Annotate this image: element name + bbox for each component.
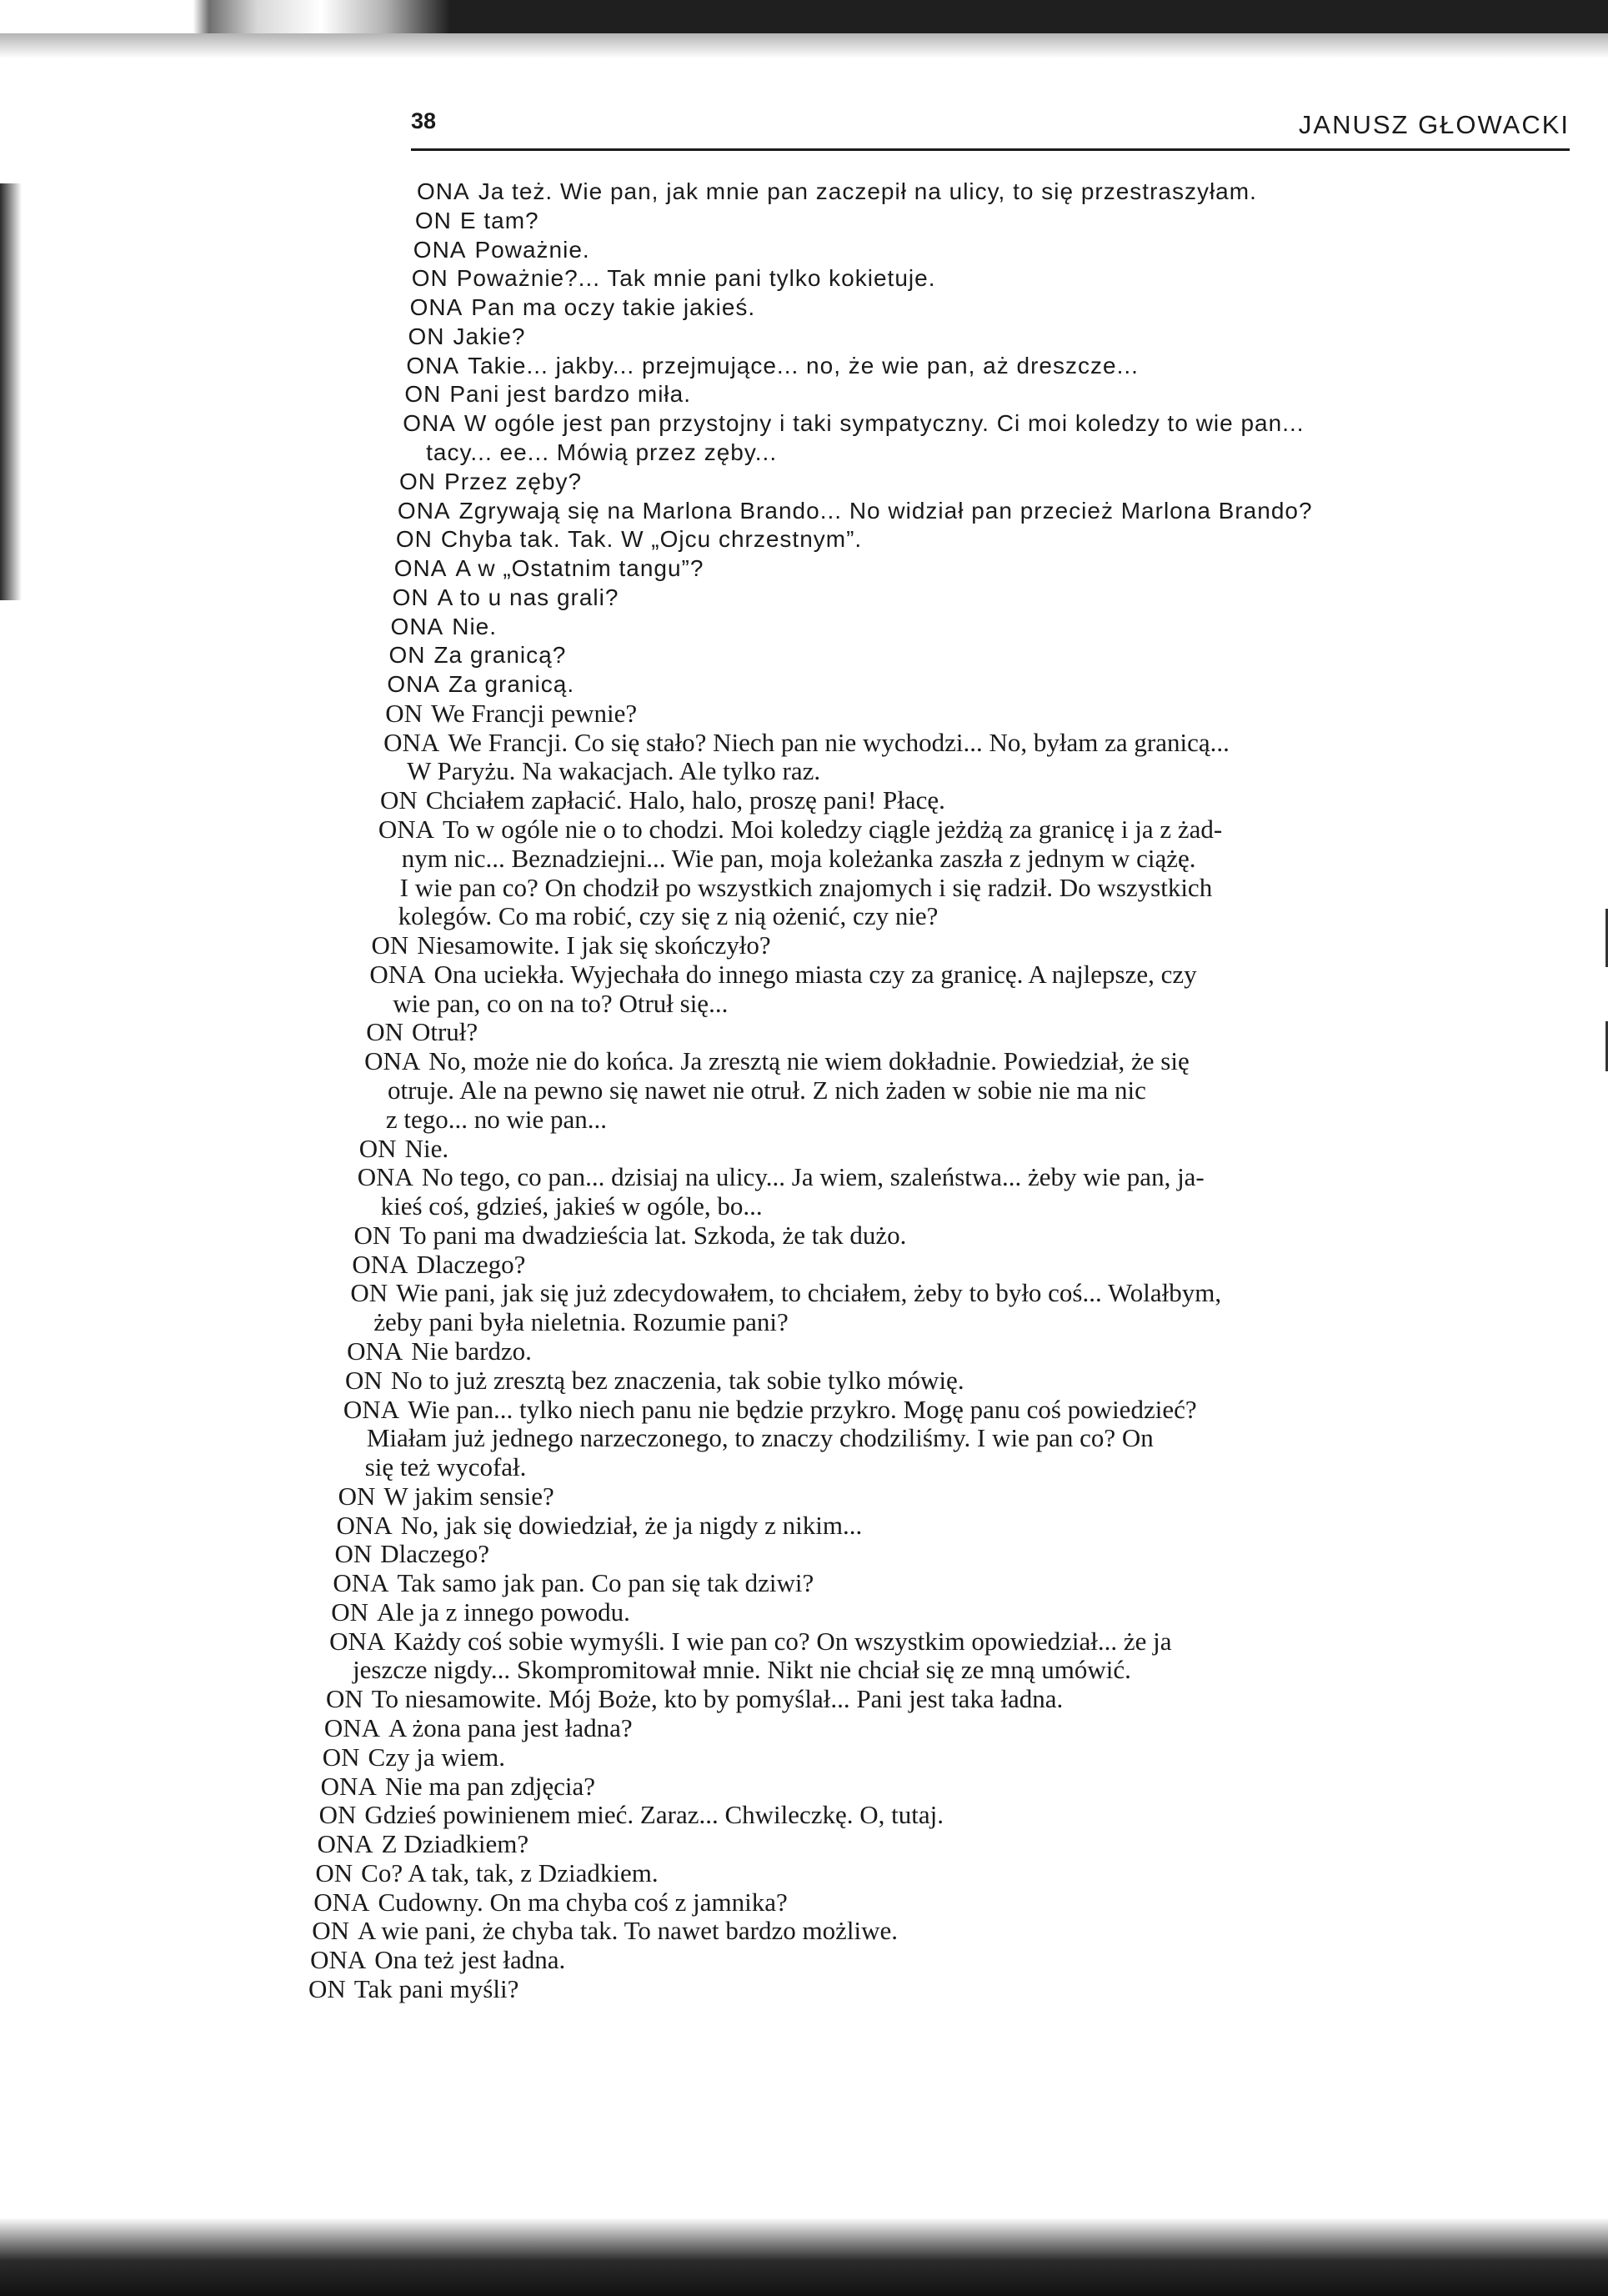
- dialogue-line: [378, 815, 1222, 845]
- line-text: Poważnie?... Tak mnie pani tylko kokietuje.: [456, 265, 936, 292]
- speaker-label: ONA: [357, 1162, 413, 1192]
- line-text: We Francji pewnie?: [431, 698, 638, 728]
- line-text: E tam?: [459, 207, 539, 233]
- dialogue-line: [347, 1336, 532, 1366]
- speaker-label: ONA: [323, 1713, 381, 1743]
- dialogue-line: [388, 1075, 1146, 1105]
- dialogue-line: [353, 1655, 1131, 1685]
- line-text: z tego... no wie pan...: [385, 1104, 608, 1134]
- dialogue-line: [403, 409, 1304, 439]
- line-text: żeby pani była nieletnia. Rozumie pani?: [373, 1307, 789, 1337]
- line-text: Czy ja wiem.: [368, 1742, 505, 1772]
- dialogue-line: [334, 1539, 489, 1569]
- speaker-label: ON: [366, 1017, 403, 1047]
- line-text: Gdzieś powinienem mieć. Zaraz... Chwileczkę. O, tutaj.: [364, 1800, 944, 1830]
- speaker-label: ON: [345, 1365, 383, 1395]
- speaker-label: ON: [399, 468, 437, 494]
- line-text: A w „Ostatnim tangu”?: [455, 555, 704, 582]
- speaker-label: ON: [322, 1742, 360, 1772]
- speaker-label: ON: [408, 323, 445, 349]
- speaker-label: ON: [388, 642, 426, 669]
- line-text: Pani jest bardzo miła.: [449, 381, 691, 408]
- dialogue-line: [393, 583, 619, 613]
- line-text: Jakie?: [453, 323, 526, 349]
- line-text: A żona pana jest ładna?: [388, 1713, 633, 1743]
- dialogue-line: [323, 1742, 505, 1772]
- line-text: Każdy coś sobie wymyśli. I wie pan co? On wszystkim opowiedział... że ja: [393, 1626, 1172, 1656]
- dialogue-line: [352, 1250, 525, 1280]
- scan-top-fade: [0, 33, 1608, 58]
- line-text: To niesamowite. Mój Boże, kto by pomyślał... Pani jest taka ładna.: [371, 1684, 1064, 1714]
- dialogue-line: [313, 1887, 787, 1918]
- line-text: Ja też. Wie pan, jak mnie pan zaczepił na ulicy, to się przestraszyłam.: [478, 178, 1257, 204]
- dialogue-line: [380, 785, 945, 815]
- line-text: To w ogóle nie o to chodzi. Moi koledzy ciągle jeżdżą za granicę i ja z żad-: [443, 815, 1223, 845]
- line-text: Niesamowite. I jak się skończyło?: [417, 930, 771, 960]
- speaker-label: ONA: [343, 1394, 400, 1424]
- dialogue-line: [350, 1278, 1221, 1308]
- speaker-label: ONA: [347, 1336, 403, 1366]
- line-text: Wie pani, jak się już zdecydowałem, to chciałem, żeby to było coś... Wolałbym,: [396, 1278, 1222, 1308]
- dialogue-line: [393, 989, 728, 1019]
- speaker-label: ON: [411, 265, 448, 292]
- line-text: jeszcze nigdy... Skompromitował mnie. Nikt nie chciał się ze mną umówić.: [353, 1655, 1131, 1685]
- dialogue-line: [413, 235, 590, 265]
- speaker-label: ONA: [313, 1887, 370, 1917]
- dialogue-line: [331, 1597, 630, 1627]
- scan-bottom-shadow: [0, 2218, 1608, 2296]
- dialogue-line: [394, 554, 704, 584]
- dialogue-line: [321, 1772, 595, 1802]
- dialogue-line: [343, 1395, 1197, 1425]
- speaker-label: ONA: [329, 1626, 386, 1656]
- dialogue-line: [326, 1684, 1063, 1714]
- dialogue-line: [398, 901, 939, 931]
- speaker-label: ON: [350, 1278, 388, 1308]
- speaker-label: ON: [414, 207, 452, 233]
- speaker-label: ONA: [393, 555, 448, 582]
- speaker-label: ON: [338, 1481, 376, 1511]
- speaker-label: ON: [385, 698, 423, 728]
- line-text: otruje. Ale na pewno się nawet nie otruł. Z nich żaden w sobie nie ma nic: [388, 1075, 1146, 1105]
- line-text: Ale ja z innego powodu.: [377, 1597, 630, 1627]
- dialogue-line: [359, 1134, 448, 1164]
- speaker-label: ON: [353, 1220, 392, 1250]
- dialogue-line: [354, 1221, 907, 1251]
- dialogue-line: [407, 756, 820, 786]
- line-text: Ona też jest ładna.: [374, 1945, 566, 1975]
- line-text: Zgrywają się na Marlona Brando... No widział pan przecież Marlona Brando?: [458, 497, 1313, 524]
- line-text: tacy... ee... Mówią przez zęby...: [426, 439, 778, 465]
- line-text: Przez zęby?: [444, 468, 583, 494]
- dialogue-line: [398, 496, 1313, 526]
- speaker-label: ONA: [317, 1829, 373, 1859]
- line-text: No tego, co pan... dzisiaj na ulicy... Ja wiem, szaleństwa... żeby wie pan, ja-: [421, 1162, 1205, 1192]
- line-text: Takie... jakby... przejmujące... no, że wie pan, aż dreszcze...: [468, 352, 1139, 378]
- dialogue-line: [310, 1945, 565, 1975]
- speaker-label: ONA: [406, 352, 460, 378]
- dialogue-line: [345, 1366, 964, 1396]
- speaker-label: ON: [334, 1539, 373, 1569]
- dialogue-line: [400, 873, 1213, 903]
- speaker-label: ONA: [320, 1771, 377, 1801]
- line-text: wie pan, co on na to? Otruł się...: [393, 988, 729, 1018]
- dialogue-line: [315, 1858, 658, 1888]
- line-text: To pani ma dwadzieścia lat. Szkoda, że tak dużo.: [399, 1220, 907, 1250]
- dialogue-line: [312, 1916, 898, 1946]
- line-text: Nie ma pan zdjęcia?: [384, 1771, 596, 1801]
- dialogue-line: [396, 524, 862, 554]
- line-text: kieś coś, gdzieś, jakieś w ogóle, bo...: [380, 1191, 763, 1221]
- dialogue-line: [381, 1191, 763, 1221]
- dialogue-line: [385, 699, 637, 729]
- line-text: We Francji. Co się stało? Niech pan nie wychodzi... No, byłam za granicą...: [448, 727, 1230, 757]
- line-text: Otruł?: [411, 1017, 478, 1047]
- dialogue-line: [319, 1800, 944, 1830]
- dialogue-line: [367, 1423, 1154, 1453]
- speaker-label: ON: [371, 930, 409, 960]
- dialogue-line: [337, 1511, 863, 1541]
- dialogue-line: [406, 351, 1139, 381]
- speaker-label: ON: [358, 1133, 397, 1163]
- line-text: się też wycofał.: [364, 1452, 527, 1482]
- line-text: No, jak się dowiedział, że ja nigdy z nikim...: [400, 1510, 863, 1540]
- line-text: No, może nie do końca. Ja zresztą nie wiem dokładnie. Powiedział, że się: [428, 1046, 1190, 1076]
- scan-left-edge: [0, 183, 22, 600]
- line-text: Z Dziadkiem?: [381, 1829, 529, 1859]
- speaker-label: ON: [325, 1684, 363, 1714]
- scan-top-shadow: [0, 0, 1608, 33]
- speaker-label: ON: [308, 1974, 346, 2003]
- dialogue-line: [338, 1481, 554, 1511]
- speaker-label: ONA: [387, 671, 441, 698]
- line-text: Chciałem zapłacić. Halo, halo, proszę pani! Płacę.: [425, 785, 945, 815]
- line-text: Nie.: [404, 1133, 449, 1163]
- speaker-label: ON: [318, 1800, 357, 1830]
- speaker-label: ONA: [403, 410, 456, 437]
- speaker-label: ONA: [383, 727, 440, 757]
- speaker-label: ON: [395, 526, 433, 553]
- dialogue-line: [408, 322, 526, 352]
- dialogue-line: [329, 1627, 1171, 1657]
- dialogue-line: [324, 1713, 633, 1743]
- line-text: Za granicą.: [448, 671, 575, 698]
- dialogue-line: [364, 1046, 1190, 1076]
- speaker-label: ONA: [413, 236, 467, 263]
- line-text: Nie.: [452, 613, 498, 639]
- line-text: Tak pani myśli?: [353, 1974, 519, 2003]
- speaker-label: ON: [392, 584, 429, 610]
- page-header: [411, 108, 1570, 158]
- line-text: Cudowny. On ma chyba coś z jamnika?: [378, 1887, 788, 1917]
- speaker-label: ONA: [397, 497, 451, 524]
- line-text: Wie pan... tylko niech panu nie będzie przykro. Mogę panu coś powiedzieć?: [408, 1394, 1197, 1424]
- dialogue-line: [383, 728, 1230, 758]
- line-text: I wie pan co? On chodził po wszystkich znajomych i się radził. Do wszystkich: [399, 872, 1213, 902]
- speaker-label: ONA: [336, 1510, 393, 1540]
- dialogue-line: [388, 640, 566, 670]
- dialogue-line: [317, 1829, 528, 1859]
- dialogue-line: [366, 1017, 478, 1047]
- speaker-label: ON: [312, 1916, 349, 1946]
- line-text: W Paryżu. Na wakacjach. Ale tylko raz.: [407, 756, 821, 786]
- line-text: nym nic... Beznadziejni... Wie pan, moja koleżanka zaszła z jednym w ciążę.: [401, 843, 1196, 873]
- dialogue-line: [417, 177, 1257, 207]
- dialogue-line: [402, 844, 1196, 874]
- speaker-label: ONA: [333, 1568, 389, 1598]
- dialogue-line: [333, 1568, 814, 1598]
- dialogue-line: [369, 960, 1196, 990]
- line-text: Chyba tak. Tak. W „Ojcu chrzestnym”.: [440, 526, 863, 553]
- line-text: kolegów. Co ma robić, czy się z nią ożenić, czy nie?: [398, 901, 939, 931]
- speaker-label: ONA: [378, 815, 435, 845]
- line-text: W ogóle jest pan przystojny i taki sympatyczny. Ci moi koledzy to wie pan...: [463, 410, 1305, 437]
- line-text: Nie bardzo.: [411, 1336, 532, 1366]
- dialogue-line: [365, 1452, 527, 1482]
- line-text: Tak samo jak pan. Co pan się tak dziwi?: [397, 1568, 814, 1598]
- dialogue-line: [404, 379, 691, 409]
- line-text: Miałam już jednego narzeczonego, to znaczy chodziliśmy. I wie pan co? On: [366, 1423, 1154, 1453]
- running-head: JANUSZ GŁOWACKI: [1298, 110, 1570, 139]
- dialogue-line: [386, 1105, 607, 1135]
- line-text: Ona uciekła. Wyjechała do innego miasta czy za granicę. A najlepsze, czy: [433, 959, 1197, 989]
- line-text: Dlaczego?: [416, 1249, 526, 1279]
- line-text: No to już zresztą bez znaczenia, tak sobie tylko mówię.: [390, 1365, 964, 1395]
- speaker-label: ONA: [417, 178, 470, 204]
- line-text: Poważnie.: [474, 236, 590, 263]
- speaker-label: ON: [331, 1597, 369, 1627]
- speaker-label: ONA: [390, 613, 444, 639]
- line-text: Dlaczego?: [380, 1539, 490, 1569]
- page-number: 38: [411, 108, 437, 133]
- dialogue-line: [426, 438, 777, 468]
- dialogue-line: [391, 612, 497, 642]
- header-rule: [411, 148, 1570, 151]
- line-text: Pan ma oczy takie jakieś.: [471, 294, 756, 321]
- line-text: Za granicą?: [433, 642, 567, 669]
- dialogue-line: [399, 467, 582, 497]
- speaker-label: ON: [404, 381, 442, 408]
- speaker-label: ONA: [310, 1945, 367, 1975]
- dialogue-line: [371, 930, 770, 960]
- speaker-label: ONA: [364, 1046, 421, 1076]
- dialogue-line: [415, 206, 539, 236]
- speaker-label: ON: [315, 1857, 353, 1887]
- speaker-label: ONA: [352, 1249, 408, 1279]
- dialogue-line: [373, 1307, 789, 1337]
- speaker-label: ON: [379, 785, 418, 815]
- line-text: A wie pani, że chyba tak. To nawet bardzo możliwe.: [357, 1916, 899, 1946]
- dialogue-line: [412, 263, 936, 293]
- dialogue-line: [358, 1162, 1205, 1192]
- dialogue-line: [410, 293, 756, 323]
- speaker-label: ONA: [409, 294, 463, 321]
- speaker-label: ONA: [369, 959, 426, 989]
- line-text: A to u nas grali?: [437, 584, 619, 610]
- dialogue-line: [387, 669, 574, 699]
- line-text: Co? A tak, tak, z Dziadkiem.: [361, 1857, 659, 1887]
- dialogue-line: [308, 1974, 518, 2004]
- line-text: W jakim sensie?: [383, 1481, 554, 1511]
